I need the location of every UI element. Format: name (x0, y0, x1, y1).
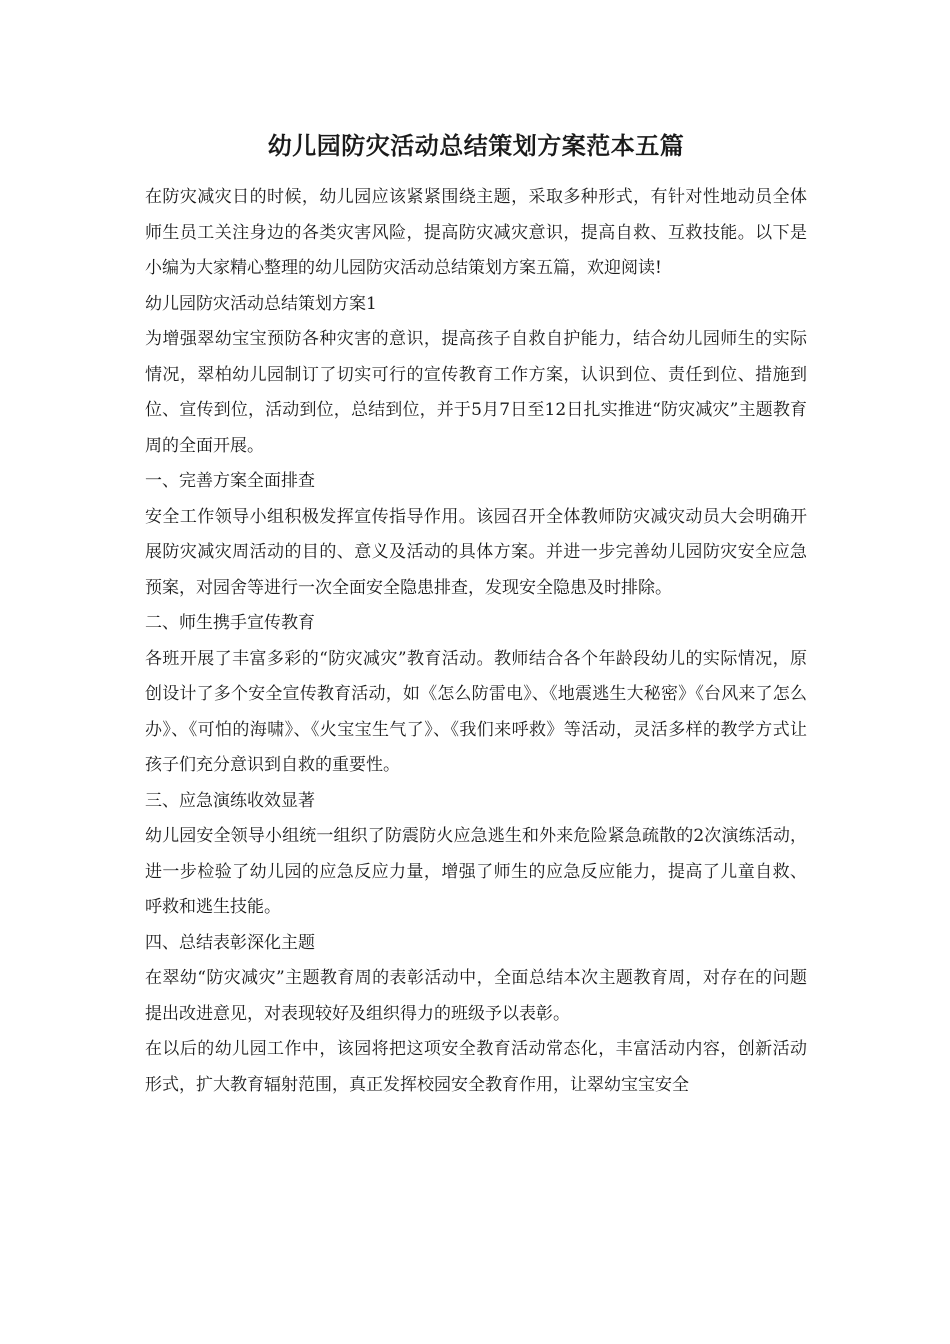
document-page (145, 128, 807, 1103)
intro-paragraph: 在防灾减灾日的时候，幼儿园应该紧紧围绕主题，采取多种形式，有针对性地动员全体师生员工关注身边的各类灾害风险，提高防灾减灾意识，提高自救、互救技能。以下是小编为大家精心整理的幼儿园防灾活动总结策划方案五篇，欢迎阅读! (145, 187, 807, 278)
plan1-paragraph: 为增强翠幼宝宝预防各种灾害的意识，提高孩子自救自护能力，结合幼儿园师生的实际情况，翠柏幼儿园制订了切实可行的宣传教育工作方案，认识到位、责任到位、措施到位、宣传到位，活动到位，总结到位，并于5月7日至12日扎实推进“防灾减灾”主题教育周的全面开展。 (145, 329, 807, 456)
section2-heading: 二、师生携手宣传教育 (145, 613, 315, 633)
section4-heading: 四、总结表彰深化主题 (145, 932, 315, 953)
plan1-heading: 幼儿园防灾活动总结策划方案1 (145, 293, 377, 314)
section3-paragraph: 幼儿园安全领导小组统一组织了防震防火应急逃生和外来危险紧急疏散的2次演练活动，进一步检验了幼儿园的应急反应力量，增强了师生的应急反应能力，提高了儿童自救、呼救和逃生技能。 (145, 826, 807, 917)
document-title: 幼儿园防灾活动总结策划方案范本五篇 (267, 131, 685, 160)
section1-heading: 一、完善方案全面排查 (145, 471, 315, 491)
closing-paragraph: 在以后的幼儿园工作中，该园将把这项安全教育活动常态化，丰富活动内容，创新活动形式，扩大教育辐射范围，真正发挥校园安全教育作用，让翠幼宝宝安全 (145, 1039, 807, 1095)
section3-heading: 三、应急演练收效显著 (145, 790, 315, 811)
section4-paragraph: 在翠幼“防灾减灾”主题教育周的表彰活动中，全面总结本次主题教育周，对存在的问题提出改进意见，对表现较好及组织得力的班级予以表彰。 (145, 968, 807, 1024)
section1-paragraph: 安全工作领导小组积极发挥宣传指导作用。该园召开全体教师防灾减灾动员大会明确开展防灾减灾周活动的目的、意义及活动的具体方案。并进一步完善幼儿园防灾安全应急预案，对园舍等进行一次全面安全隐患排查，发现安全隐患及时排除。 (145, 506, 807, 598)
section2-paragraph: 各班开展了丰富多彩的“防灾减灾”教育活动。教师结合各个年龄段幼儿的实际情况，原创设计了多个安全宣传教育活动，如《怎么防雷电》、《地震逃生大秘密》《台风来了怎么办》、《可怕的海啸》、《火宝宝生气了》、《我们来呼救》等活动，灵活多样的教学方式让孩子们充分意识到自救的重要性。 (145, 648, 807, 775)
